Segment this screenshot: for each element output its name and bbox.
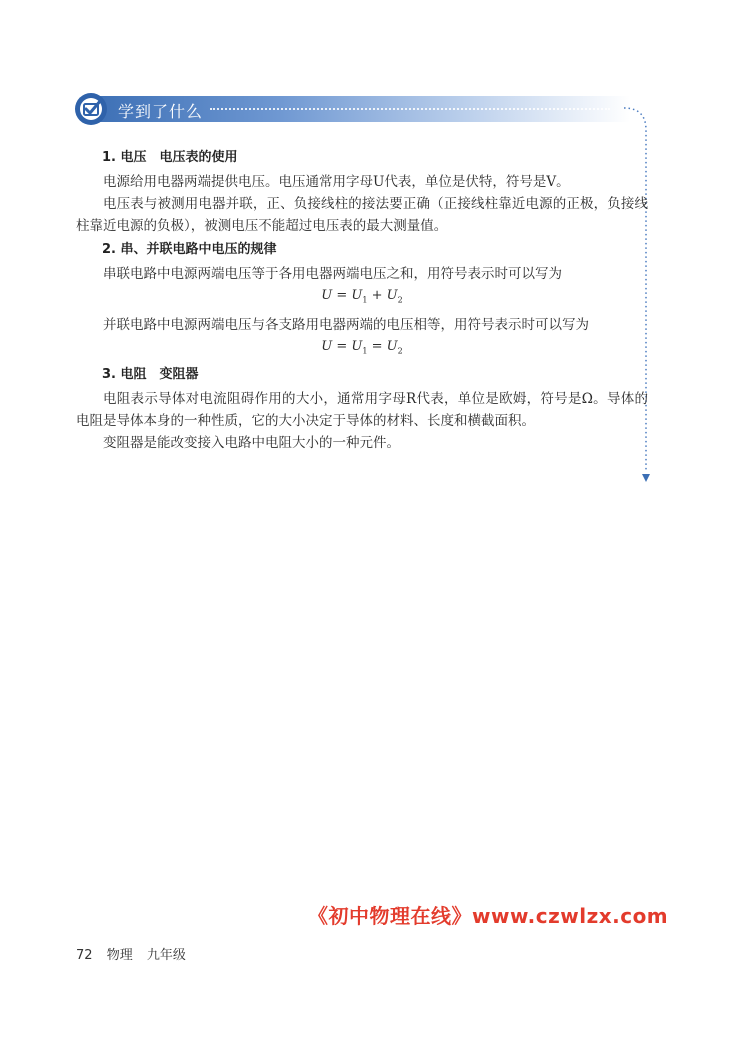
banner-title: 学到了什么 bbox=[118, 102, 204, 121]
section-1-heading: 1. 电压 电压表的使用 bbox=[102, 150, 238, 165]
section-3-paragraph-1: 电阻表示导体对电流阻碍作用的大小，通常用字母R代表，单位是欧姆，符号是Ω。导体的电阻是导体本身的一种性质，它的大小决定于导体的材料、长度和横截面积。 bbox=[76, 391, 648, 430]
subject-label: 物理 bbox=[106, 948, 133, 963]
section-1-paragraph-1: 电源给用电器两端提供电压。电压通常用字母U代表，单位是伏特，符号是V。 bbox=[103, 174, 570, 190]
section-2-paragraph-1: 串联电路中电源两端电压等于各用电器两端电压之和，用符号表示时可以写为 bbox=[103, 266, 562, 282]
section-2-paragraph-2: 并联电路中电源两端电压与各支路用电器两端的电压相等，用符号表示时可以写为 bbox=[103, 316, 589, 333]
series-voltage-formula: $U = U_1 + U_2$ bbox=[321, 288, 403, 305]
arrow-down-icon bbox=[642, 474, 650, 482]
summary-content bbox=[76, 145, 648, 454]
parallel-voltage-formula: $U = U_1 = U_2$ bbox=[321, 338, 403, 356]
watermark-text: 《初中物理在线》www.czwlzx.com bbox=[308, 904, 669, 928]
section-2-heading: 2. 串、并联电路中电压的规律 bbox=[102, 242, 277, 257]
section-banner bbox=[72, 92, 632, 126]
section-1-paragraph-2: 电压表与被测用电器并联，正、负接线柱的接法要正确（正接线柱靠近电源的正极，负接线柱靠近电源的负极），被测电压不能超过电压表的最大测量值。 bbox=[76, 196, 648, 234]
check-badge-icon bbox=[74, 92, 108, 126]
section-3-paragraph-2: 变阻器是能改变接入电路中电阻大小的一种元件。 bbox=[103, 435, 400, 452]
section-3-heading: 3. 电阻 变阻器 bbox=[102, 367, 199, 383]
page-number: 72 bbox=[76, 948, 93, 963]
banner-dotted-line bbox=[210, 108, 610, 110]
page-footer bbox=[76, 944, 196, 963]
grade-label: 九年级 bbox=[146, 948, 186, 963]
